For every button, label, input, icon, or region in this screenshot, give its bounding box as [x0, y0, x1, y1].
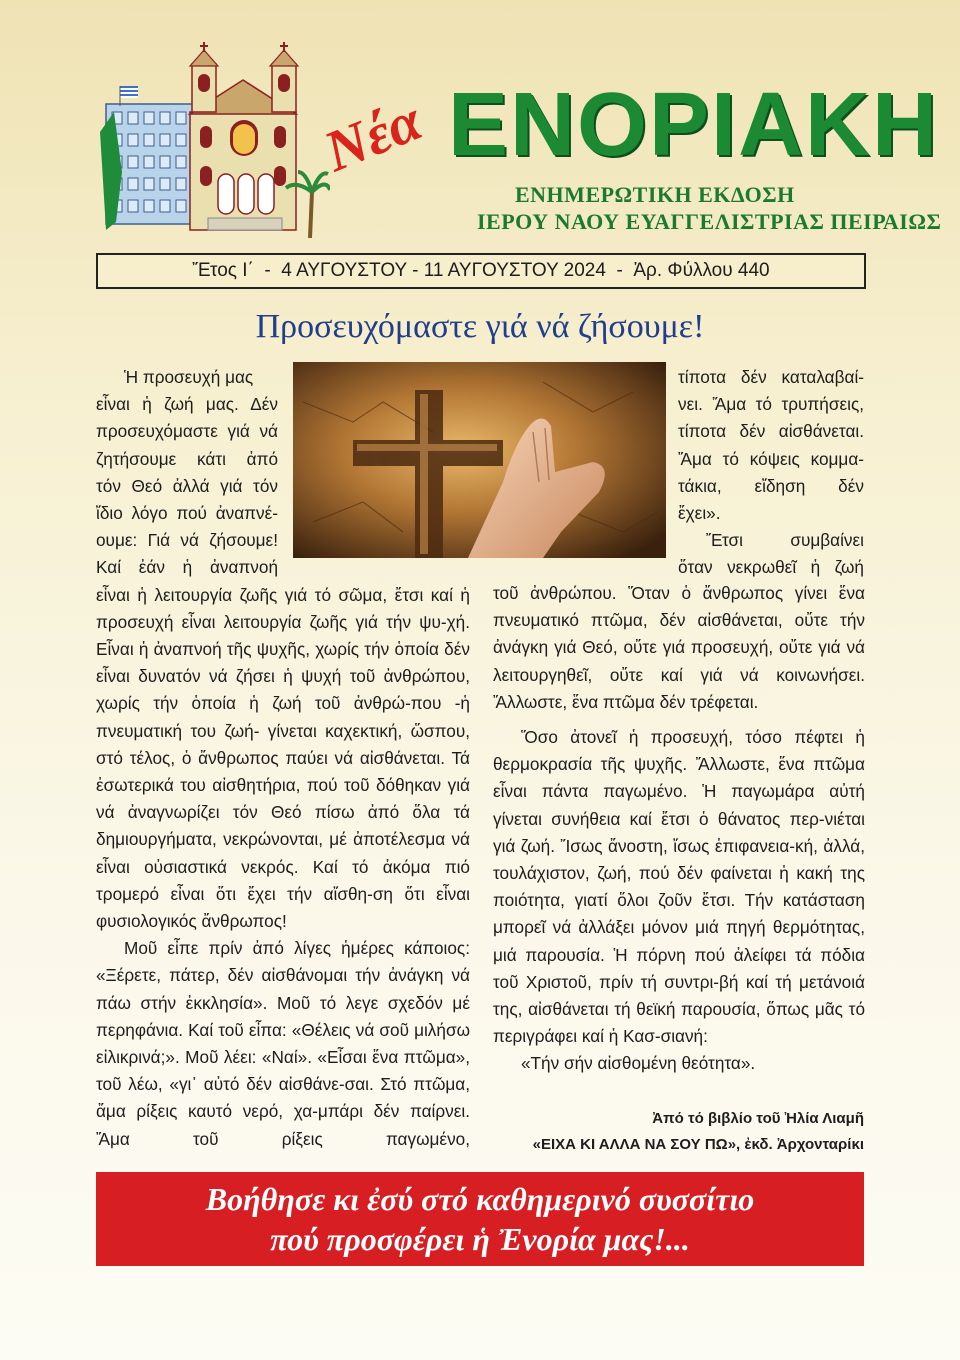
left-paragraph-1: εἶναι ἡ λειτουργία ζωῆς γιά τό σῶμα, ἔτσι καί ἡ προσευχή εἶναι λειτουργία ζωῆς γιά τήν ψυ-χή. Εἶναι ἡ ἀναπνοή τῆς ψυχῆς, χωρίς τήν ὁποία δέν εἶναι δυνατόν νά ζήσει ἡ ψυχή τοῦ ἀνθρώπου, χωρίς τήν ὁποία ἡ ζωή τοῦ ἀνθρώ-που -ἡ πνευματική του ζωή- γίνεται καχεκτική, ὥσπου, στό τέλος, ὁ ἄνθρωπος παύει νά αἰσθάνεται. Τά ἐσωτερικά του αἰσθητήρια, πού τοῦ δόθηκαν γιά νά ἀναγνωρίζει τόν Θεό πίσω ἀπό ὅλα τά δημιουργήματα, νεκρώνονται, μέ ἀποτέλεσμα νά εἶναι οὐσιαστικά νεκρός. Καί τό ἀκόμα πιό τρομερό εἶναι ὅτι ἔχει τήν αἴσθη-ση ὅτι εἶναι φυσιολογικός ἄνθρωπος! — [96, 584, 470, 932]
masthead — [0, 0, 960, 245]
masthead-subtitle-2: ΙΕΡΟΥ ΝΑΟΥ ΕΥΑΓΓΕΛΙΣΤΡΙΑΣ ΠΕΙΡΑΙΩΣ — [477, 209, 942, 234]
right-line: Ἔτσι συμβαίνει — [706, 530, 864, 551]
banner-line-1: Βοήθησε κι ἐσύ στό καθημερινό συσσίτιο — [205, 1181, 755, 1217]
right-paragraph-1: τοῦ ἀνθρώπου. Ὅταν ὁ ἄνθρωπος γίνει ἕνα πνευματικό πτῶμα, δέν αἰσθάνεται, οὔτε τήν ἀνάγκη γιά Θεό, οὔτε γιά προσευχή, οὔτε γιά νά λειτουργηθεῖ, οὔτε καί γιά νά κοινωνήσει. Ἄλλωστε, ἕνα πτῶμα δέν τρέφεται. — [493, 583, 865, 712]
left-line: ζητήσουμε κάτι ἀπό — [96, 448, 278, 469]
article-headline: Προσευχόμαστε γιά νά ζήσουμε! — [255, 308, 705, 345]
right-line: ἔχει». — [678, 503, 721, 524]
right-line: τίποτα δέν αἰσθάνεται. — [678, 421, 864, 442]
church-illustration — [100, 42, 330, 238]
right-line: τάκια, εἴδηση δέν — [678, 475, 864, 496]
right-quote: «Τήν σήν αἰσθομένη θεότητα». — [521, 1053, 756, 1074]
right-line: ὅταν νεκρωθεῖ ἡ ζωή — [678, 557, 864, 578]
left-wrap-lines — [96, 364, 278, 582]
right-paragraph-2: Ὅσο ἀτονεῖ ἡ προσευχή, τόσο πέφτει ἡ θερμοκρασία τῆς ψυχῆς. Ἄλλωστε, ἕνα πτῶμα εἶναι πάντα παγωμένο. Ἡ παγωμάρα αὐτή γίνεται συνήθεια καί ἔτσι ὁ θάνατος περ-νιέται γιά ζωή. Ἴσως ἄνοστη, ἴσως ἐπιφανεια-κή, ἀλλά, τουλάχιστον, ζωή, πού δέν φαίνεται ἡ κακή της ποιότητα, γιατί ὅλοι ζοῦν ἔτσι. Τήν κατάσταση μπορεῖ νά ἀλλάξει μόνον μιά πηγή θερμότητας, μιά παρουσία. Ἡ πόρνη πού ἀλείφει τά πόδια τοῦ Χριστοῦ, πρίν τή συντρι-βή καί τή μετάνοιά της, αἰσθάνεται τή θεϊκή παρουσία, ὅπως μᾶς τό περιγράφει καί ἡ Κασ-σιανή: — [493, 727, 865, 1047]
masthead-prefix: Νέα — [315, 87, 431, 185]
left-line: Καί ἐάν ἡ ἀναπνοή — [96, 557, 278, 578]
source-credit — [533, 1106, 864, 1158]
article-column-left — [96, 364, 470, 1153]
left-line: Ἡ προσευχή μας — [124, 367, 254, 387]
right-line: Ἄμα τό κόψεις κομμα- — [678, 448, 864, 469]
credit-publisher: «ΕΙΧΑ ΚΙ ΑΛΛΑ ΝΑ ΣΟΥ ΠΩ», ἐκδ. Ἀρχονταρίκι — [532, 1136, 864, 1153]
soup-kitchen-banner — [96, 1172, 864, 1266]
right-line: τίποτα δέν καταλαβαί- — [678, 367, 864, 387]
left-line: προσευχόμαστε γιά νά — [96, 421, 278, 442]
issue-info-box: Ἔτος Ι΄ - 4 ΑΥΓΟΥΣΤΟΥ - 11 ΑΥΓΟΥΣΤΟΥ 2024 - Ἀρ. Φύλλου 440 — [96, 253, 866, 289]
credit-book: Ἀπό τό βιβλίο τοῦ Ἠλία Λιαμῆ — [652, 1110, 864, 1127]
left-line: ουμε: Γιά νά ζήσουμε! — [96, 530, 278, 551]
left-line: ἴδιο λόγο πού ἀναπνέ- — [96, 503, 278, 524]
left-line: τόν Θεό ἀλλά γιά τόν — [96, 475, 278, 496]
article-column-right-wrap — [678, 364, 864, 582]
masthead-title: ΕΝΟΡΙΑΚΗ — [448, 75, 940, 175]
left-paragraph-2: Μοῦ εἶπε πρίν ἀπό λίγες ἡμέρες κάποιος: «Ξέρετε, πάτερ, δέν αἰσθάνομαι τήν ἀνάγκη νά πάω στήν ἐκκλησία». Μοῦ τό λεγε σχεδόν μέ περηφάνια. Καί τοῦ εἶπα: «Θέλεις νά σοῦ μιλήσω εἰλικρινά;». Μοῦ λέει: «Ναί». «Εἶσαι ἕνα πτῶμα», τοῦ λέω, «γι᾽ αὐτό δέν αἰσθάνε-σαι. Στό πτῶμα, ἄμα ρίξεις καυτό νερό, χα-μπάρι δέν παίρνει. Ἄμα τοῦ ρίξεις παγωμένο, — [96, 938, 470, 1149]
article-column-right — [493, 580, 865, 1078]
left-line: εἶναι ἡ ζωή μας. Δέν — [96, 394, 278, 415]
masthead-subtitle-1: ΕΝΗΜΕΡΩΤΙΚΗ ΕΚΔΟΣΗ — [515, 182, 795, 207]
banner-line-2: πού προσφέρει ἡ Ἐνορία μας!... — [270, 1221, 690, 1257]
right-line: νει. Ἄμα τό τρυπήσεις, — [678, 394, 864, 415]
